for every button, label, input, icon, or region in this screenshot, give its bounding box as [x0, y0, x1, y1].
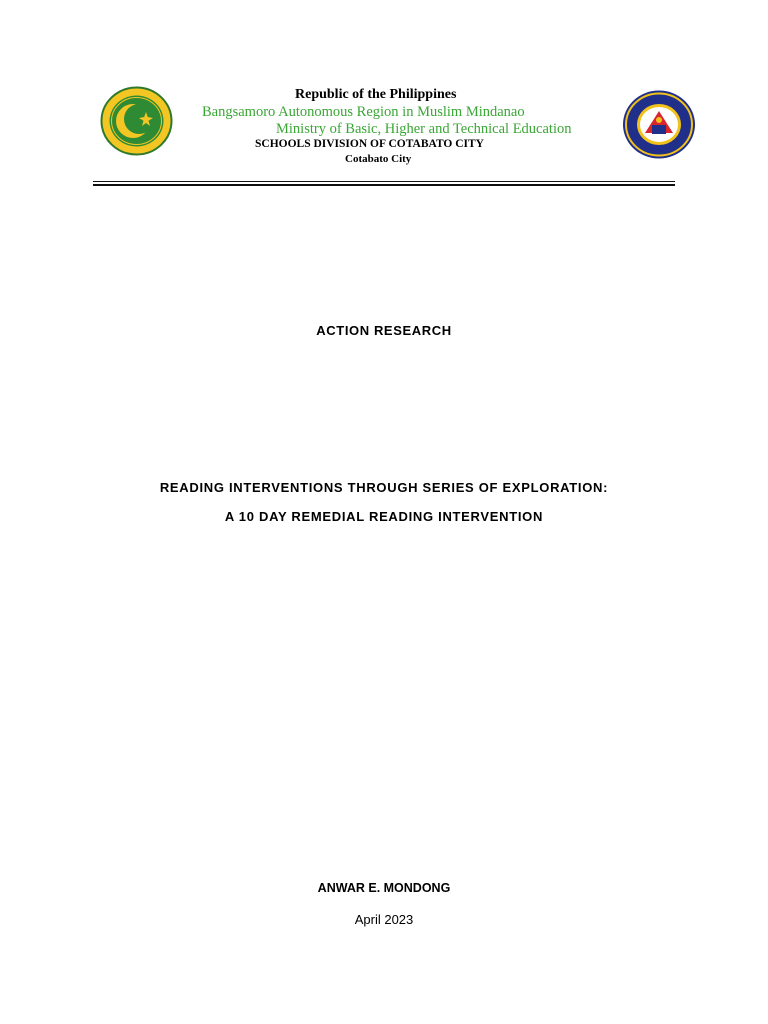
header-division: SCHOOLS DIVISION OF COTABATO CITY [255, 138, 484, 150]
document-date: April 2023 [354, 912, 414, 927]
study-title-line1: READING INTERVENTIONS THROUGH SERIES OF EXPLORATION: [159, 480, 609, 495]
document-type: ACTION RESEARCH [316, 323, 452, 338]
header-divider-thick [93, 184, 675, 186]
header-ministry: Ministry of Basic, Higher and Technical Education [276, 121, 572, 137]
header-divider [93, 181, 675, 182]
header-region: Bangsamoro Autonomous Region in Muslim Mindanao [202, 104, 525, 120]
barmm-seal-icon [100, 86, 173, 156]
header-republic: Republic of the Philippines [295, 87, 457, 102]
school-seal-icon [621, 89, 697, 160]
study-title-line2: A 10 DAY REMEDIAL READING INTERVENTION [224, 509, 544, 524]
header-city: Cotabato City [345, 153, 412, 165]
author-name: ANWAR E. MONDONG [317, 881, 451, 895]
